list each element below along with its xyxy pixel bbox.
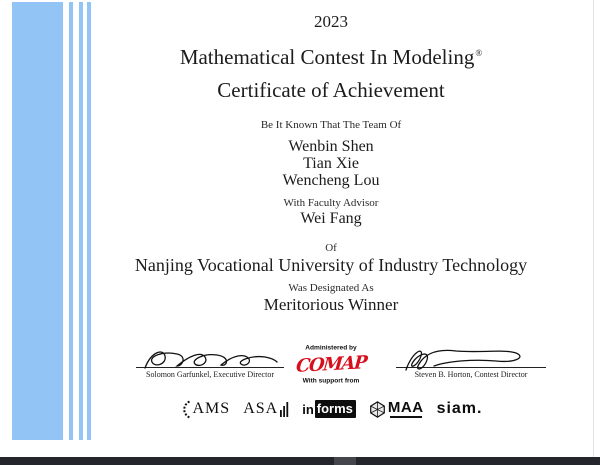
contest-title-text: Mathematical Contest In Modeling bbox=[179, 45, 475, 69]
siam-logo: siam. bbox=[436, 400, 483, 417]
certificate-subtitle: Certificate of Achievement bbox=[217, 78, 445, 102]
contest-title bbox=[100, 40, 562, 70]
left-accent-stripe-2 bbox=[79, 2, 83, 440]
left-accent-bar-wide bbox=[12, 2, 63, 440]
ams-logo bbox=[180, 400, 231, 419]
administered-by-label: Administered by bbox=[305, 343, 357, 352]
maa-logo bbox=[369, 400, 424, 418]
intro-label: Be It Known That The Team Of bbox=[260, 119, 402, 131]
informs-logo-boxed: forms bbox=[315, 400, 356, 418]
left-accent-stripe-3 bbox=[87, 2, 91, 440]
scrollbar-thumb[interactable] bbox=[334, 457, 356, 465]
advisor-name: Wei Fang bbox=[300, 210, 362, 227]
registered-trademark-mark: ® bbox=[475, 48, 483, 58]
signature-block-executive-director bbox=[136, 344, 284, 380]
informs-logo-prefix: in bbox=[302, 401, 314, 417]
signature-line-right bbox=[396, 367, 546, 368]
institution-name: Nanjing Vocational University of Industry Technology bbox=[134, 255, 528, 275]
contest-director-name: Steven B. Horton, Contest Director bbox=[414, 370, 528, 379]
designation-label: Was Designated As bbox=[288, 282, 374, 294]
horizontal-scrollbar bbox=[0, 457, 600, 465]
left-accent-stripe-1 bbox=[69, 2, 73, 440]
signature-row bbox=[100, 344, 562, 394]
advisor-label: With Faculty Advisor bbox=[283, 197, 379, 209]
asa-logo bbox=[243, 400, 289, 418]
team-member-2: Tian Xie bbox=[303, 155, 359, 172]
contest-year: 2023 bbox=[314, 12, 348, 31]
award-title: Meritorious Winner bbox=[263, 295, 399, 314]
team-member-list bbox=[100, 138, 562, 189]
support-label: With support from bbox=[302, 376, 360, 385]
of-label: Of bbox=[325, 242, 337, 254]
administered-by-block bbox=[288, 344, 374, 385]
maa-caption-bar bbox=[390, 416, 422, 418]
executive-director-name: Solomon Garfunkel, Executive Director bbox=[146, 370, 274, 379]
asa-logo-text: ASA bbox=[243, 400, 279, 417]
certificate-content bbox=[100, 6, 562, 314]
ams-logo-text: AMS bbox=[192, 400, 231, 417]
asa-bars-icon bbox=[280, 401, 289, 417]
comap-logo: COMAP bbox=[295, 352, 367, 377]
sponsor-logos-row bbox=[100, 396, 562, 422]
team-member-3: Wencheng Lou bbox=[282, 172, 380, 189]
maa-logo-text: MAA bbox=[387, 399, 424, 416]
maa-polyhedron-icon bbox=[369, 401, 386, 418]
signature-block-contest-director bbox=[396, 344, 546, 380]
page-right-edge-line bbox=[593, 0, 594, 458]
team-member-1: Wenbin Shen bbox=[288, 138, 374, 155]
ams-laurel-icon bbox=[180, 400, 191, 419]
signature-line-left bbox=[136, 367, 284, 368]
informs-logo bbox=[302, 400, 356, 418]
maa-logo-stack bbox=[388, 400, 424, 418]
